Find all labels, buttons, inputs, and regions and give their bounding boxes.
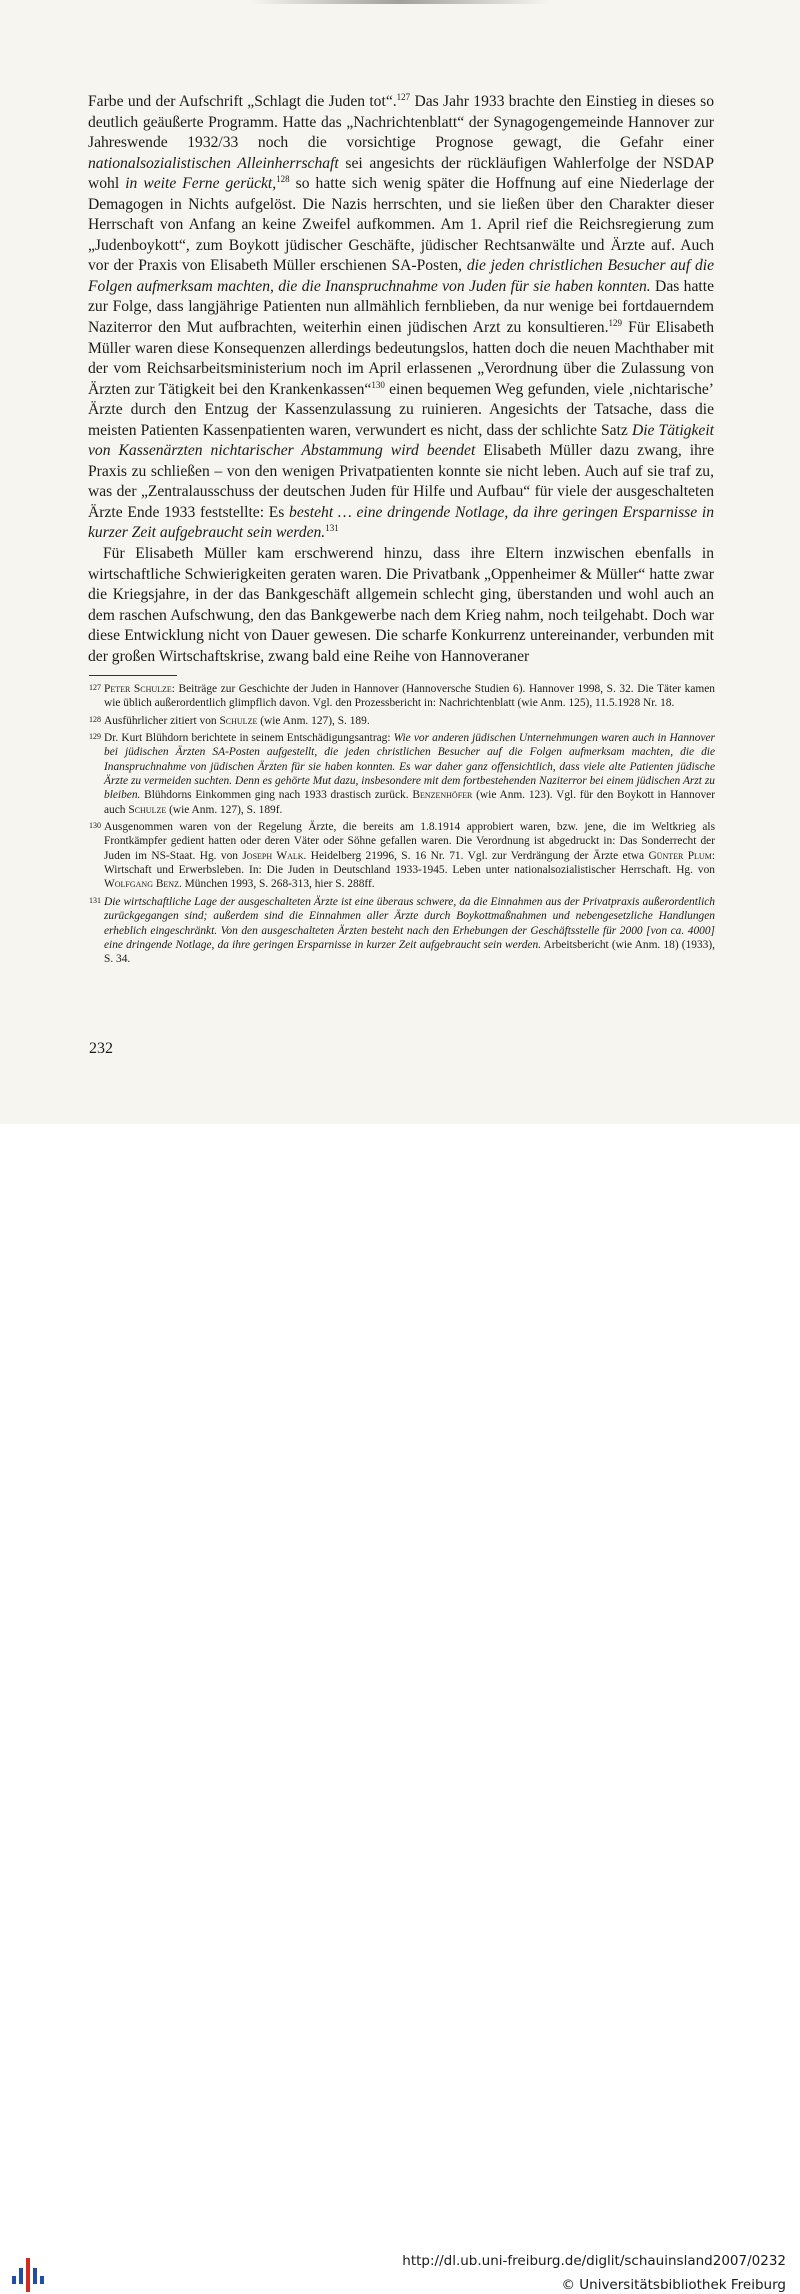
footnote-text xyxy=(104,714,715,728)
footnote-number: 127 xyxy=(89,683,101,692)
author-name: Benzenhöfer xyxy=(412,789,473,802)
footnote-reference: 131 xyxy=(325,523,339,534)
author-name: Günter Plum xyxy=(648,849,712,862)
footnote-text xyxy=(104,820,715,892)
text-run: einen bequemen Weg gefunden, viele ‚nichtarische’ Ärzte durch den Entzug der Kassenzulassung zu ruinieren. Angesichts der Tatsache, dass die meisten Patienten Kassenpatienten waren, verwundert es nicht, dass der schlichte Satz xyxy=(88,380,714,439)
text-run: (wie Anm. 127), S. 189. xyxy=(257,714,370,727)
footnote-reference: 130 xyxy=(371,379,385,390)
footnote-131 xyxy=(89,895,715,967)
text-run: . Heidelberg 21996, S. 16 Nr. 71. Vgl. zur Verdrängung der Ärzte etwa xyxy=(303,849,649,862)
text-run: Für Elisabeth Müller kam erschwerend hinzu, dass ihre Eltern inzwischen ebenfalls in wirtschaftliche Schwierigkeiten geraten waren. Die Privatbank „Oppenheimer & Müller“ hatte zwar die Kriegsjahre, in der das Bankgeschäft allgemein schlecht ging, überstanden und wohl auch an dem raschen Aufschwung, den das Bankgewerbe nach dem Krieg nahm, noch teilgehabt. Doch war diese Entwicklung nicht von Dauer gewesen. Die scharfe Konkurrenz untereinander, verbunden mit der großen Wirtschaftskrise, zwang bald eine Reihe von Hannoveraner xyxy=(88,545,714,665)
text-run: Blühdorns Einkommen ging nach 1933 drastisch zurück. xyxy=(140,789,413,802)
text-run: Ausführlicher zitiert von xyxy=(104,714,220,727)
footnote-text xyxy=(104,731,715,817)
footnote-128 xyxy=(89,714,715,728)
text-run: Ausgenommen waren von der Regelung Ärzte, die bereits am 1.8.1914 approbiert waren, bzw. jene, die im Weltkrieg als Frontkämpfer gedient hatten oder deren Väter oder Söhne gefallen waren. Die Verordnung ist abgedruckt in: Das Sonderrecht der Juden im NS-Staat. Hg. von xyxy=(104,821,715,862)
main-text xyxy=(88,92,714,667)
footnote-number: 131 xyxy=(89,895,101,905)
text-run: so hatte sich wenig später die Hoffnung auf eine Niederlage der Demagogen in Nichts aufgelöst. Die Nazis herrschten, und sie ließen über den Charakter dieser Herrschaft von Anfang an keine Zweifel aufkommen. Am 1. April rief die Reichsregierung zum „Judenboykott“, zum Boykott jüdischer Geschäfte, jüdischer Rechtsanwälte und Ärzte auf. Auch vor der Praxis von Elisabeth Müller erschienen SA-Posten, xyxy=(88,175,715,275)
footnotes xyxy=(89,682,715,970)
author-name: Schulze xyxy=(219,714,258,727)
ub-freiburg-logo-icon[interactable] xyxy=(8,2254,48,2294)
footnote-number: 129 xyxy=(89,732,101,742)
footnote-reference: 129 xyxy=(608,318,622,329)
text-run: Farbe und der Aufschrift „Schlagt die Juden tot“. xyxy=(88,93,397,110)
italic-quote: Die Tätigkeit von Kassenärzten nichtarischer Abstammung wird beendet xyxy=(88,421,714,460)
text-run: Elisabeth Müller dazu zwang, ihre Praxis zu schließen – von den wenigen Privatpatienten konnte sie nicht leben. Auch auf sie traf zu, was der „Zentralausschuss der deutschen Juden für Hilfe und Aufbau“ für viele der ausgeschalteten Ärzte Ende 1933 feststellte: Es xyxy=(88,442,714,521)
text-run: Dr. Kurt Blühdorn berichtete in seinem Entschädigungsantrag: xyxy=(104,732,394,745)
viewer-footer xyxy=(0,1124,800,2293)
page-number: 232 xyxy=(89,1040,113,1057)
footnote-number: 128 xyxy=(89,714,101,724)
footnote-reference: 127 xyxy=(396,92,411,102)
source-url-link[interactable]: http://dl.ub.uni-freiburg.de/diglit/schauinsland2007/0232 xyxy=(402,2253,786,2269)
scanned-page xyxy=(0,0,800,1124)
author-name: Joseph Walk xyxy=(242,849,304,862)
author-name: Schulze xyxy=(128,803,167,816)
footnote-130 xyxy=(89,820,715,892)
author-name: Wolfgang Benz xyxy=(104,878,179,891)
text-run: Arbeitsbericht (wie Anm. 18) (1933), S. 34. xyxy=(104,938,716,966)
text-run: : Wirtschaft und Erwerbsleben. In: Die Juden in Deutschland 1933-1945. Leben unter nationalsozialistischer Herrschaft. Hg. von xyxy=(104,849,715,877)
scan-edge-artifact xyxy=(250,0,550,4)
footnote-separator xyxy=(89,675,177,676)
italic-quote: die jeden christlichen Besucher auf die Folgen aufmerksam machten, die die Inanspruchnahme von Juden für sie haben konnten. xyxy=(88,257,714,295)
footnote-129 xyxy=(89,731,715,817)
text-run: sei angesichts der rückläufigen Wahlerfolge der NSDAP wohl xyxy=(88,154,714,193)
footnote-text xyxy=(104,895,715,967)
footnote-reference: 128 xyxy=(276,174,290,185)
footnote-number: 130 xyxy=(89,821,101,831)
author-name: Peter Schulze xyxy=(104,683,172,695)
italic-quote: Wie vor anderen jüdischen Unternehmungen waren auch in Hannover bei jüdischen Ärzten SA-Posten aufgestellt, die jeden christlichen Besucher auf die Folgen aufmerksam machten, die die Inanspruchnahme von jüdischen Ärzten für sie haben konnten. Es war daher ganz offensichtlich, dass viele alte Patienten jüdische Ärzte zu vermeiden suchten. Denn es gehörte Mut dazu, insbesondere mit dem fortbestehenden Naziterror bei einem jüdischen Arzt zu bleiben. xyxy=(104,732,715,802)
text-run: Das hatte zur Folge, dass langjährige Patienten nun allmählich fernblieben, da nur wenige bei fortdauerndem Naziterror den Mut aufbrachten, weiterhin einen jüdischen Arzt zu konsultieren. xyxy=(88,277,714,337)
copyright-notice: © Universitätsbibliothek Freiburg xyxy=(561,2277,786,2293)
footnote-127 xyxy=(89,682,715,711)
italic-quote: besteht … eine dringende Notlage, da ihre geringen Ersparnisse in kurzer Zeit aufgebraucht sein werden. xyxy=(88,503,714,542)
text-run: (wie Anm. 123). Vgl. für den Boykott in Hannover auch xyxy=(104,789,715,816)
italic-quote: nationalsozialistischen Alleinherrschaft xyxy=(88,154,339,172)
paragraph xyxy=(88,92,714,544)
text-run: Für Elisabeth Müller waren diese Konsequenzen allerdings bedeutungslos, hatten doch die neuen Machthaber mit der vom Reichsarbeitsministerium noch im April erlassenen „Verordnung über die Zulassung von Ärzten zur Tätigkeit bei den Krankenkassen“ xyxy=(88,319,714,398)
text-run: . München 1993, S. 268-313, hier S. 288ff. xyxy=(178,878,375,891)
text-run: (wie Anm. 127), S. 189f. xyxy=(166,803,283,816)
footnote-text xyxy=(104,682,715,711)
text-run: : Beiträge zur Geschichte der Juden in Hannover (Hannoversche Studien 6). Hannover 1998, S. 32. Die Täter kamen wie üblich außerordentlich glimpflich davon. Vgl. den Prozessbericht in: Nachrichtenblatt (wie Anm. 125), 11.5.1928 Nr. 18. xyxy=(104,683,715,710)
italic-quote: in weite Ferne gerückt, xyxy=(125,175,277,193)
text-run: Das Jahr 1933 brachte den Einstieg in dieses so deutlich geäußerte Programm. Hatte das „Nachrichtenblatt“ der Synagogengemeinde Hannover zur Jahreswende 1932/33 noch die vorsichtige Prognose gewagt, die Gefahr einer xyxy=(88,93,714,152)
italic-quote: Die wirtschaftliche Lage der ausgeschalteten Ärzte ist eine überaus schwere, da die Einnahmen aus der Privatpraxis außerordentlich zurückgegangen sind; außerdem sind die Einnahmen aller Ärzte durch Boykottmaßnahmen und nebengesetzliche Handlungen erheblich eingeschränkt. Von den ausgeschalteten Ärzten besteht nach den Erhebungen der Geschäftsstelle für 2000 [von ca. 4000] eine dringende Notlage, da ihre geringen Ersparnisse in kurzer Zeit aufgebraucht sein werden. xyxy=(104,895,715,951)
paragraph xyxy=(88,544,714,667)
